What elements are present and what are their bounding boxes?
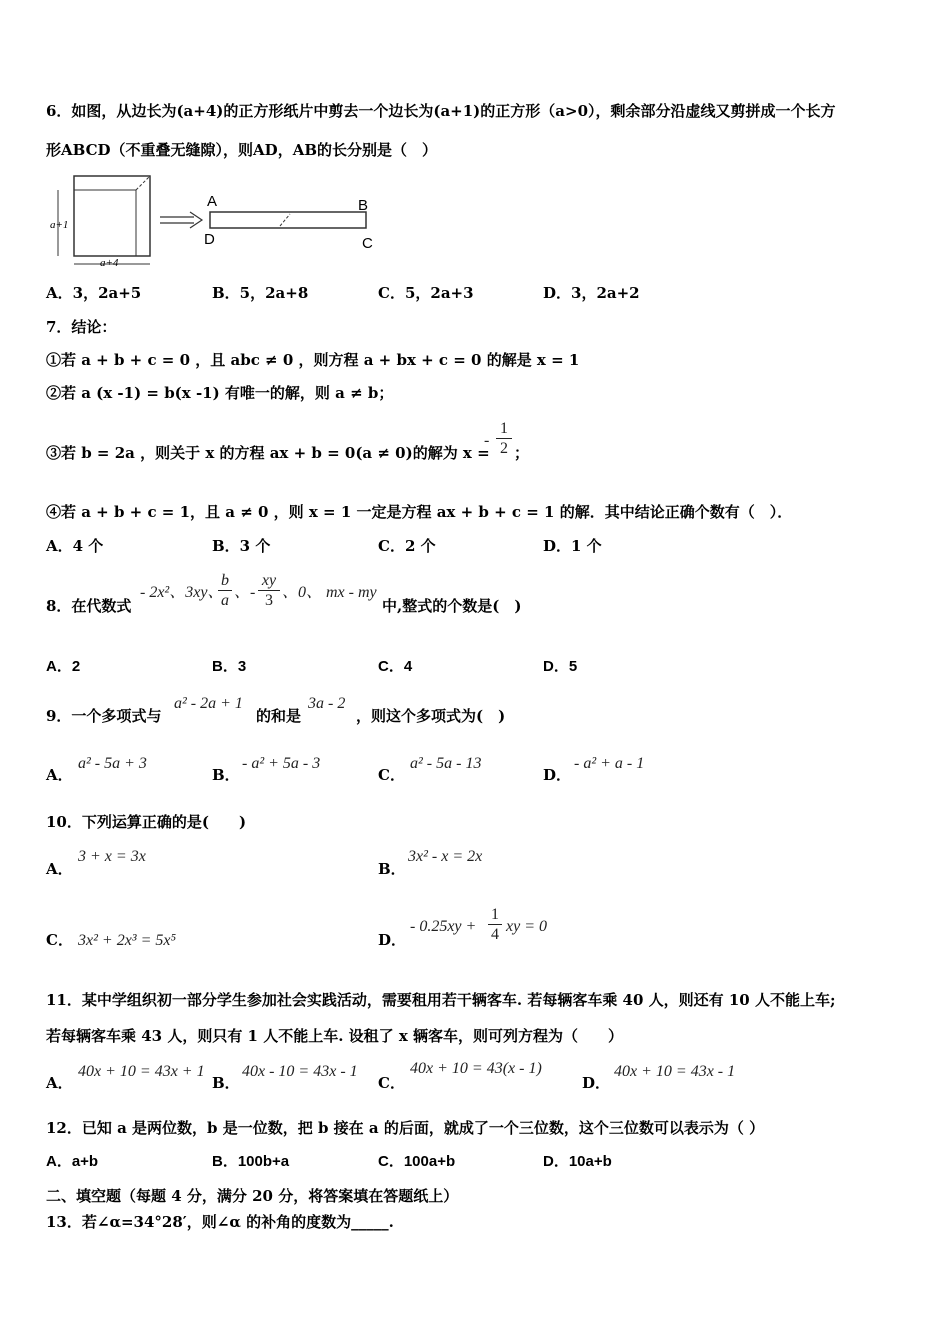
q9-text-3: ，则这个多项式为( ): [356, 707, 506, 725]
q7-option-d: D．1 个: [543, 537, 602, 555]
q9-label-b: B．: [212, 766, 240, 784]
q9-expr-1: a² - 2a + 1: [174, 695, 243, 712]
section-title: 二、填空题（每题 4 分，满分 20 分，将答案填在答题纸上）: [46, 1187, 459, 1205]
q11-label-a: A．: [46, 1074, 73, 1092]
q9-option-b: - a² + 5a - 3: [242, 755, 321, 772]
q6-side-label: a+1: [50, 219, 69, 231]
q8-expr-3: 、0、 mx - my: [282, 584, 377, 601]
q10-d-end: xy = 0: [506, 918, 547, 935]
q6-label-B: B: [358, 197, 369, 214]
q8-f1-denominator: a: [221, 592, 229, 609]
q8-fraction-1: [218, 572, 232, 609]
q9-option-a: a² - 5a + 3: [78, 755, 147, 772]
q6-stem-line2: 形ABCD（不重叠无缝隙），则AD，AB的长分别是（ ）: [46, 141, 438, 159]
q9-label-a: A．: [46, 766, 73, 784]
q8-suffix: 中,整式的个数是( ): [382, 597, 522, 615]
q7-s3-denominator: 2: [500, 440, 508, 457]
q9-expr-2: 3a - 2: [308, 695, 346, 712]
q10-option-d: - 0.25xy +: [410, 918, 477, 935]
q12-stem: 12．已知 a 是两位数，b 是一位数，把 b 接在 a 的后面，就成了一个三位数，这个三位数可以表示为（ ）: [46, 1119, 765, 1137]
q11-stem-line2: 若每辆客车乘 43 人，则只有 1 人不能上车. 设租了 x 辆客车，则可列方程为（ ）: [46, 1027, 624, 1045]
q7-statement-1: ①若 a + b + c = 0 ，且 abc ≠ 0 ，则方程 a + bx + c = 0 的解是 x = 1: [46, 351, 580, 369]
q12-option-d: D．10a+b: [543, 1153, 612, 1170]
q8-fraction-2: [258, 572, 280, 609]
q7-statement-2: ②若 a (x -1) = b(x -1) 有唯一的解，则 a ≠ b；: [46, 384, 394, 402]
q7-statement-4: ④若 a + b + c = 1，且 a ≠ 0 ，则 x = 1 一定是方程 ax + b + c = 1 的解．其中结论正确个数有（ ）．: [46, 503, 793, 521]
q11-label-c: C．: [378, 1074, 405, 1092]
q11-label-b: B．: [212, 1074, 240, 1092]
q11-option-d: 40x + 10 = 43x - 1: [614, 1063, 736, 1080]
q9-option-c: a² - 5a - 13: [410, 755, 482, 772]
q10-d-numerator: 1: [491, 906, 499, 923]
q10-d-denominator: 4: [491, 926, 499, 943]
q10-d-fraction: [488, 906, 502, 943]
q6-label-C: C: [362, 235, 373, 252]
q10-option-a: 3 + x = 3x: [78, 848, 146, 865]
q8-f2-denominator: 3: [265, 592, 273, 609]
q10-label-a: A．: [46, 860, 73, 878]
q9-text-1: 9．一个多项式与: [46, 707, 162, 725]
q9-text-2: 的和是: [256, 707, 302, 725]
q8-expr-2: 、-: [234, 584, 256, 601]
q7-title: 7．结论：: [46, 318, 117, 336]
q10-title: 10．下列运算正确的是( ): [46, 813, 247, 831]
q6-label-D: D: [204, 231, 215, 248]
q12-option-b: B．100b+a: [212, 1153, 290, 1170]
q6-bottom-label: a+4: [100, 257, 119, 269]
q11-label-d: D．: [582, 1074, 611, 1092]
q6-stem-line1: 6．如图，从边长为(a+4)的正方形纸片中剪去一个边长为(a+1)的正方形（a>0），剩余部分沿虚线又剪拼成一个长方: [46, 102, 836, 120]
q10-label-b: B．: [378, 860, 406, 878]
q7-statement-3: ③若 b = 2a ，则关于 x 的方程 ax + b = 0(a ≠ 0)的解为 x =: [46, 444, 490, 462]
q11-option-a: 40x + 10 = 43x + 1: [78, 1063, 205, 1080]
q8-prefix: 8．在代数式: [46, 597, 132, 615]
q9-option-d: - a² + a - 1: [574, 755, 645, 772]
q12-option-a: A．a+b: [46, 1153, 99, 1170]
q6-option-b: B．5，2a+8: [212, 284, 309, 302]
q10-label-d: D．: [378, 931, 407, 949]
q8-f2-numerator: xy: [261, 572, 277, 589]
q7-s3-numerator: 1: [500, 420, 508, 437]
q8-expr-1: - 2x²、3xy、: [140, 584, 224, 601]
q10-option-c: 3x² + 2x³ = 5x⁵: [78, 932, 177, 949]
q7-option-b: B．3 个: [212, 537, 271, 555]
q10-option-b: 3x² - x = 2x: [408, 848, 483, 865]
q6-option-d: D．3，2a+2: [543, 284, 640, 302]
q8-f1-numerator: b: [221, 572, 229, 589]
q12-option-c: C．100a+b: [378, 1153, 456, 1170]
q7-s3-end: ；: [514, 444, 530, 462]
q11-option-c: 40x + 10 = 43(x - 1): [410, 1060, 542, 1077]
q8-option-c: C．4: [378, 658, 413, 675]
q7-s3-fraction: [496, 420, 512, 457]
q8-option-a: A．2: [46, 658, 81, 675]
q11-stem-line1: 11．某中学组织初一部分学生参加社会实践活动，需要租用若干辆客车. 若每辆客车乘 40 人，则还有 10 人不能上车;: [46, 991, 836, 1009]
q11-option-b: 40x - 10 = 43x - 1: [242, 1063, 358, 1080]
q6-option-a: A．3，2a+5: [46, 284, 142, 302]
q6-option-c: C．5，2a+3: [378, 284, 474, 302]
q9-label-d: D．: [543, 766, 572, 784]
q9-label-c: C．: [378, 766, 405, 784]
q6-label-A: A: [207, 193, 218, 210]
q13-stem: 13．若∠α=34°28′，则∠α 的补角的度数为_____.: [46, 1213, 394, 1231]
q8-option-d: D．5: [543, 658, 578, 675]
q8-option-b: B．3: [212, 658, 247, 675]
q7-option-a: A．4 个: [46, 537, 104, 555]
q6-figure: [44, 170, 384, 270]
q7-s3-sign: -: [484, 432, 490, 449]
q10-label-c: C．: [46, 931, 73, 949]
q7-option-c: C．2 个: [378, 537, 436, 555]
